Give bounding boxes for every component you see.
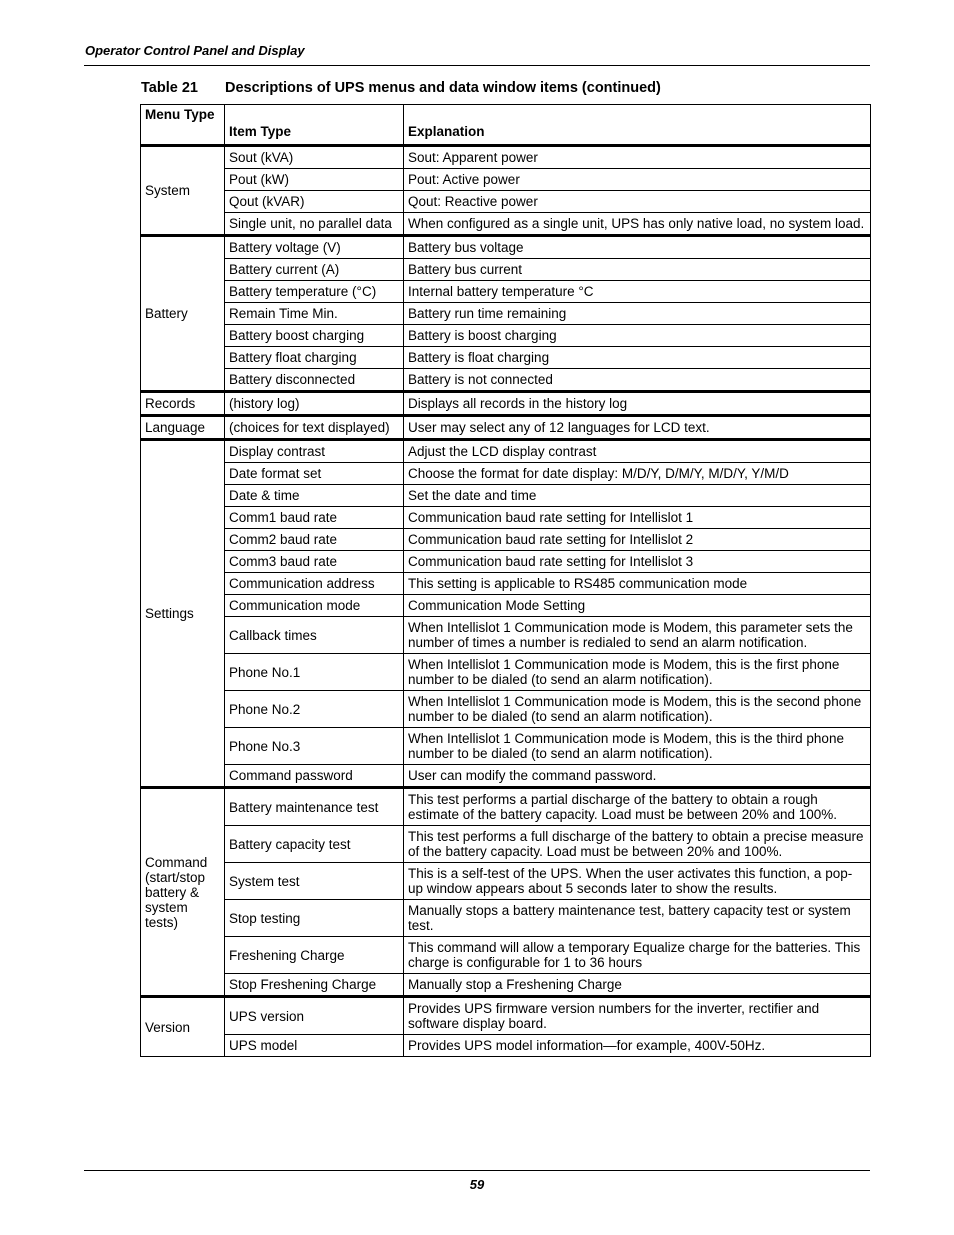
table-caption — [141, 80, 661, 96]
item-type-cell: (choices for text displayed) — [225, 416, 404, 440]
table-row — [141, 440, 871, 463]
menu-group — [141, 392, 871, 416]
table-row — [141, 191, 871, 213]
table-number: Table 21 — [141, 80, 198, 96]
explanation-cell: Adjust the LCD display contrast — [404, 440, 871, 463]
explanation-cell: Manually stop a Freshening Charge — [404, 974, 871, 997]
item-type-cell: Comm1 baud rate — [225, 507, 404, 529]
table-row — [141, 573, 871, 595]
table-row — [141, 236, 871, 259]
explanation-cell: Battery is not connected — [404, 369, 871, 392]
table-header — [141, 105, 871, 146]
table-row — [141, 259, 871, 281]
explanation-cell: User may select any of 12 languages for LCD text. — [404, 416, 871, 440]
explanation-cell: Battery bus current — [404, 259, 871, 281]
table-row — [141, 392, 871, 416]
explanation-cell: This test performs a partial discharge of the battery to obtain a rough estimate of the battery capacity. Load must be between 20% and 100%. — [404, 788, 871, 826]
item-type-cell: Sout (kVA) — [225, 146, 404, 169]
explanation-cell: Choose the format for date display: M/D/Y, D/M/Y, M/D/Y, Y/M/D — [404, 463, 871, 485]
item-type-cell: Communication mode — [225, 595, 404, 617]
header-rule — [84, 65, 870, 66]
explanation-cell: Battery bus voltage — [404, 236, 871, 259]
explanation-cell: When configured as a single unit, UPS has only native load, no system load. — [404, 213, 871, 236]
table-row — [141, 788, 871, 826]
item-type-cell: Qout (kVAR) — [225, 191, 404, 213]
table-row — [141, 765, 871, 788]
menu-group — [141, 416, 871, 440]
table-row — [141, 863, 871, 900]
item-type-cell: Phone No.1 — [225, 654, 404, 691]
menu-group — [141, 440, 871, 788]
table-row — [141, 529, 871, 551]
table-row — [141, 146, 871, 169]
table-row — [141, 507, 871, 529]
explanation-cell: When Intellislot 1 Communication mode is Modem, this is the first phone number to be dialed (to send an alarm notification). — [404, 654, 871, 691]
table-row — [141, 325, 871, 347]
item-type-cell: Callback times — [225, 617, 404, 654]
explanation-cell: This setting is applicable to RS485 communication mode — [404, 573, 871, 595]
table-row — [141, 463, 871, 485]
item-type-cell: UPS model — [225, 1035, 404, 1057]
item-type-cell: Date & time — [225, 485, 404, 507]
item-type-cell: Phone No.3 — [225, 728, 404, 765]
item-type-cell: Stop testing — [225, 900, 404, 937]
table-row — [141, 281, 871, 303]
footer-rule — [84, 1170, 870, 1171]
explanation-cell: Pout: Active power — [404, 169, 871, 191]
item-type-cell: Date format set — [225, 463, 404, 485]
explanation-cell: Communication Mode Setting — [404, 595, 871, 617]
item-type-cell: Comm3 baud rate — [225, 551, 404, 573]
explanation-cell: When Intellislot 1 Communication mode is Modem, this is the third phone number to be dialed (to send an alarm notification). — [404, 728, 871, 765]
item-type-cell: Comm2 baud rate — [225, 529, 404, 551]
explanation-cell: Internal battery temperature °C — [404, 281, 871, 303]
item-type-cell: Battery float charging — [225, 347, 404, 369]
table-row — [141, 551, 871, 573]
header-row — [141, 105, 871, 146]
explanation-cell: Sout: Apparent power — [404, 146, 871, 169]
explanation-cell: Battery is float charging — [404, 347, 871, 369]
item-type-cell: Phone No.2 — [225, 691, 404, 728]
table-title: Descriptions of UPS menus and data window items (continued) — [225, 80, 661, 96]
menu-type-cell: System — [141, 146, 225, 236]
explanation-cell: Battery run time remaining — [404, 303, 871, 325]
table-row — [141, 347, 871, 369]
menu-group — [141, 997, 871, 1057]
ups-menu-table — [140, 104, 871, 1057]
table-row — [141, 416, 871, 440]
menu-group — [141, 146, 871, 236]
table-row — [141, 213, 871, 236]
explanation-cell: Communication baud rate setting for Intellislot 2 — [404, 529, 871, 551]
item-type-cell: UPS version — [225, 997, 404, 1035]
header-item-type: Item Type — [225, 105, 404, 146]
item-type-cell: Battery boost charging — [225, 325, 404, 347]
page-number: 59 — [469, 1177, 485, 1192]
item-type-cell: Battery voltage (V) — [225, 236, 404, 259]
explanation-cell: When Intellislot 1 Communication mode is Modem, this is the second phone number to be dialed (to send an alarm notification). — [404, 691, 871, 728]
item-type-cell: Pout (kW) — [225, 169, 404, 191]
item-type-cell: Battery capacity test — [225, 826, 404, 863]
item-type-cell: (history log) — [225, 392, 404, 416]
item-type-cell: Freshening Charge — [225, 937, 404, 974]
table-row — [141, 485, 871, 507]
running-header: Operator Control Panel and Display — [85, 43, 305, 58]
explanation-cell: This command will allow a temporary Equalize charge for the batteries. This charge is configurable for 1 to 36 hours — [404, 937, 871, 974]
menu-group — [141, 788, 871, 997]
header-menu-type: Menu Type — [141, 105, 225, 146]
table-row — [141, 595, 871, 617]
table-row — [141, 617, 871, 654]
menu-group — [141, 236, 871, 392]
table-row — [141, 303, 871, 325]
item-type-cell: Battery maintenance test — [225, 788, 404, 826]
explanation-cell: This is a self-test of the UPS. When the user activates this function, a pop-up window appears about 5 seconds later to show the results. — [404, 863, 871, 900]
table-row — [141, 369, 871, 392]
explanation-cell: Provides UPS firmware version numbers for the inverter, rectifier and software display board. — [404, 997, 871, 1035]
menu-type-cell: Settings — [141, 440, 225, 788]
explanation-cell: Displays all records in the history log — [404, 392, 871, 416]
explanation-cell: Manually stops a battery maintenance test, battery capacity test or system test. — [404, 900, 871, 937]
menu-type-cell: Records — [141, 392, 225, 416]
item-type-cell: Stop Freshening Charge — [225, 974, 404, 997]
header-explanation: Explanation — [404, 105, 871, 146]
item-type-cell: Display contrast — [225, 440, 404, 463]
item-type-cell: Remain Time Min. — [225, 303, 404, 325]
explanation-cell: Qout: Reactive power — [404, 191, 871, 213]
table-row — [141, 654, 871, 691]
table-row — [141, 1035, 871, 1057]
explanation-cell: User can modify the command password. — [404, 765, 871, 788]
explanation-cell: When Intellislot 1 Communication mode is Modem, this parameter sets the number of times a number is redialed to send an alarm notification. — [404, 617, 871, 654]
item-type-cell: Command password — [225, 765, 404, 788]
item-type-cell: Battery temperature (°C) — [225, 281, 404, 303]
menu-type-cell: Command (start/stop battery & system tests) — [141, 788, 225, 997]
table-row — [141, 826, 871, 863]
item-type-cell: System test — [225, 863, 404, 900]
table-row — [141, 974, 871, 997]
table-row — [141, 997, 871, 1035]
menu-type-cell: Version — [141, 997, 225, 1057]
table-row — [141, 728, 871, 765]
menu-type-cell: Language — [141, 416, 225, 440]
explanation-cell: This test performs a full discharge of the battery to obtain a precise measure of the battery capacity. Load must be between 20% and 100%. — [404, 826, 871, 863]
explanation-cell: Battery is boost charging — [404, 325, 871, 347]
table-row — [141, 169, 871, 191]
explanation-cell: Provides UPS model information—for example, 400V-50Hz. — [404, 1035, 871, 1057]
explanation-cell: Communication baud rate setting for Intellislot 3 — [404, 551, 871, 573]
item-type-cell: Communication address — [225, 573, 404, 595]
explanation-cell: Set the date and time — [404, 485, 871, 507]
item-type-cell: Battery disconnected — [225, 369, 404, 392]
table-row — [141, 691, 871, 728]
item-type-cell: Single unit, no parallel data — [225, 213, 404, 236]
table-row — [141, 900, 871, 937]
menu-type-cell: Battery — [141, 236, 225, 392]
table-row — [141, 937, 871, 974]
item-type-cell: Battery current (A) — [225, 259, 404, 281]
explanation-cell: Communication baud rate setting for Intellislot 1 — [404, 507, 871, 529]
